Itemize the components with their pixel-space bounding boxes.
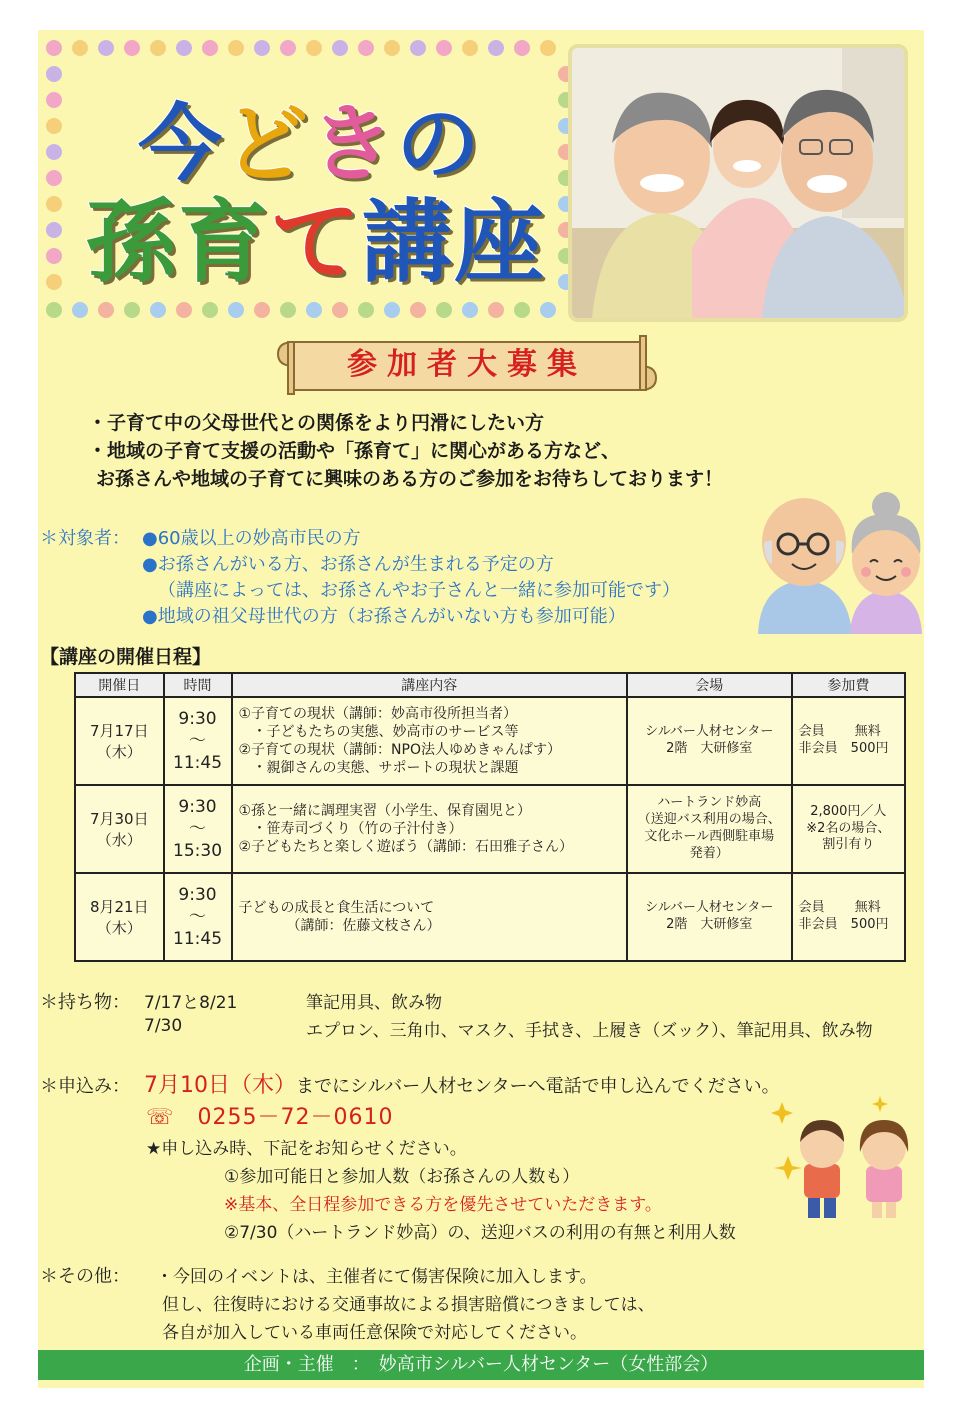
row-venue (627, 785, 792, 873)
fee-line: 非会員 500円 (798, 741, 889, 756)
row-date (75, 873, 164, 961)
lead-line-1: ・子育て中の父母世代との関係をより円滑にしたい方 (88, 412, 545, 434)
weekday-text: （水） (96, 831, 142, 849)
time-range-mark: ～ (189, 730, 207, 751)
header-date: 開催日 (75, 673, 164, 697)
row-content (232, 785, 627, 873)
other-line-3: 各自が加入している車両任意保険で対応してください。 (162, 1323, 587, 1343)
row-date (75, 785, 164, 873)
frame-dot (46, 144, 62, 160)
frame-dot (202, 40, 218, 56)
end-time: 11:45 (173, 753, 223, 774)
frame-dot (124, 40, 140, 56)
content-line: ・子どもたちの実態、妙高市のサービス等 (252, 723, 519, 740)
frame-dot (306, 302, 322, 318)
frame-dot (254, 40, 270, 56)
row-content (232, 873, 627, 961)
frame-dot (436, 40, 452, 56)
title-char: 座 (454, 190, 546, 295)
title-char: 今 (138, 95, 225, 193)
belongings-text-2: エプロン、三角巾、マスク、手拭き、上履き（ズック）、筆記用具、飲み物 (306, 1021, 873, 1041)
venue-line: 発着） (689, 845, 729, 861)
venue-line: 文化ホール西側駐車場 (644, 829, 775, 844)
row-time (164, 873, 232, 961)
frame-dot (514, 40, 530, 56)
frame-dot (150, 302, 166, 318)
belongings-text-1: 筆記用具、飲み物 (306, 993, 442, 1013)
frame-dot (124, 302, 140, 318)
frame-dot (202, 302, 218, 318)
belongings-date-1: 7/17と8/21 (144, 993, 238, 1013)
row-time (164, 785, 232, 873)
frame-dot (332, 302, 348, 318)
title-line-2 (86, 190, 546, 295)
frame-dot (46, 196, 62, 212)
recruitment-banner (274, 334, 660, 396)
header-venue: 会場 (627, 673, 792, 697)
belongings-date-2: 7/30 (144, 1016, 183, 1036)
frame-dot (46, 274, 62, 290)
venue-line: 2階 大研修室 (666, 917, 753, 932)
content-line: 子どもの成長と食生活について (238, 899, 435, 916)
table-row (75, 873, 905, 961)
belongings-label: ＊持ち物： (40, 992, 130, 1013)
other-label: ＊その他： (40, 1266, 130, 1287)
row-content (232, 697, 627, 785)
frame-dot (332, 40, 348, 56)
start-time: 9:30 (178, 884, 217, 905)
frame-dot (72, 40, 88, 56)
weekday-text: （木） (96, 743, 142, 761)
header-time: 時間 (164, 673, 232, 697)
apply-item-2: ②7/30（ハートランド妙高）の、送迎バスの利用の有無と利用人数 (224, 1223, 736, 1243)
start-time: 9:30 (178, 708, 217, 729)
frame-dot (384, 302, 400, 318)
frame-dot (462, 302, 478, 318)
content-line: ①子育ての現状（講師：妙高市役所担当者） (238, 705, 518, 722)
title-char: ど (224, 95, 311, 193)
time-range-mark: ～ (189, 818, 207, 839)
apply-notice: ★申し込み時、下記をお知らせください。 (146, 1139, 467, 1159)
apply-deadline (144, 1068, 780, 1099)
fee-line: 会員 無料 (798, 724, 881, 740)
content-line: ・親御さんの実態、サポートの現状と課題 (252, 760, 519, 777)
schedule-table (74, 672, 906, 962)
flyer (38, 30, 924, 1388)
end-time: 11:45 (173, 929, 223, 950)
frame-dot (436, 302, 452, 318)
date-text: 7月17日 (89, 722, 149, 740)
fee-line: 割引有り (822, 837, 875, 853)
frame-dot (280, 302, 296, 318)
fee-line: 会員 無料 (798, 900, 881, 916)
apply-item-1: ①参加可能日と参加人数（お孫さんの人数も） (224, 1167, 580, 1187)
lead-line-2: ・地域の子育て支援の活動や「孫育て」に関心がある方など、 (88, 440, 621, 462)
row-fee (792, 785, 905, 873)
frame-dot (98, 40, 114, 56)
frame-dot (228, 40, 244, 56)
frame-dot (46, 66, 62, 82)
content-line: ①孫と一緒に調理実習（小学生、保育園児と） (238, 802, 532, 819)
other-line-1: ・今回のイベントは、主催者にて傷害保険に加入します。 (156, 1267, 597, 1287)
title-char: 育 (178, 190, 270, 295)
frame-dot (98, 302, 114, 318)
phone-number: ☏ 0255－72－0610 (146, 1105, 394, 1130)
target-item-1: ●60歳以上の妙高市民の方 (142, 528, 361, 549)
frame-dot (46, 40, 62, 56)
elderly-couple-icon (748, 484, 924, 634)
deadline-date: 7月10日（木） (144, 1073, 296, 1098)
title-char: 講 (362, 190, 454, 295)
header-fee: 参加費 (792, 673, 905, 697)
frame-dot (514, 302, 530, 318)
date-text: 7月30日 (89, 810, 149, 828)
header-content: 講座内容 (232, 673, 627, 697)
frame-dot (176, 302, 192, 318)
content-line: ・笹寿司づくり（竹の子汁付き） (252, 820, 463, 837)
row-date (75, 697, 164, 785)
venue-line: （送迎バス利用の場合、 (637, 812, 781, 828)
target-item-2: ●お孫さんがいる方、お孫さんが生まれる予定の方 (142, 554, 554, 575)
target-item-4: ●地域の祖父母世代の方（お孫さんがいない方も参加可能） (142, 606, 626, 627)
frame-dot (280, 40, 296, 56)
content-line: （講師：佐藤文枝さん） (286, 918, 441, 934)
frame-dot (46, 222, 62, 238)
schedule-header-row (75, 673, 905, 697)
table-row (75, 697, 905, 785)
target-label: ＊対象者： (40, 528, 130, 549)
venue-line: シルバー人材センター (645, 900, 774, 916)
title-line-1 (138, 95, 483, 193)
frame-dot (410, 302, 426, 318)
row-venue (627, 697, 792, 785)
schedule-title: 【講座の開催日程】 (40, 646, 212, 668)
venue-line: シルバー人材センター (645, 724, 774, 740)
organizer-footer: 企画・主催 ： 妙高市シルバー人材センター（女性部会） (38, 1350, 924, 1380)
other-line-2: 但し、往復時における交通事故による損害賠償につきましては、 (162, 1295, 655, 1315)
frame-dot (228, 302, 244, 318)
content-line: ②子どもたちと楽しく遊ぼう（講師：石田雅子さん） (238, 839, 574, 856)
deadline-instruction: までにシルバー人材センターへ電話で申し込んでください。 (296, 1076, 780, 1097)
frame-dot (46, 92, 62, 108)
banner-text: 参加者大募集 (347, 347, 587, 382)
venue-line: 2階 大研修室 (666, 741, 753, 756)
frame-dot (306, 40, 322, 56)
frame-dot (540, 40, 556, 56)
row-venue (627, 873, 792, 961)
frame-dot (358, 302, 374, 318)
frame-dot (46, 118, 62, 134)
fee-line: ※2名の場合、 (806, 820, 891, 836)
frame-dot (46, 248, 62, 264)
row-fee (792, 873, 905, 961)
frame-dot (540, 302, 556, 318)
content-line: ②子育ての現状（講師：NPO法人ゆめきゃんぱす） (238, 742, 561, 758)
family-photo (568, 44, 908, 322)
frame-dot (46, 302, 62, 318)
frame-dot (150, 40, 166, 56)
start-time: 9:30 (178, 796, 217, 817)
frame-dot (358, 40, 374, 56)
frame-dot (410, 40, 426, 56)
fee-line: 2,800円／人 (810, 803, 887, 819)
frame-dot (254, 302, 270, 318)
apply-label: ＊申込み： (40, 1076, 130, 1097)
title-char: 孫 (86, 190, 178, 295)
table-row (75, 785, 905, 873)
frame-dot (488, 40, 504, 56)
end-time: 15:30 (173, 841, 223, 862)
weekday-text: （木） (96, 919, 142, 937)
children-icon (768, 1096, 924, 1222)
frame-dot (462, 40, 478, 56)
lead-line-3: お孫さんや地域の子育てに興味のある方のご参加をお待ちしております！ (96, 468, 724, 490)
target-item-3: （講座によっては、お孫さんやお子さんと一緒に参加可能です） (158, 580, 680, 601)
date-text: 8月21日 (89, 898, 149, 916)
frame-dot (72, 302, 88, 318)
fee-line: 非会員 500円 (798, 917, 889, 932)
title-char: の (396, 95, 483, 193)
title-char: き (310, 95, 397, 193)
row-time (164, 697, 232, 785)
title-char: て (270, 190, 362, 295)
frame-dot (488, 302, 504, 318)
time-range-mark: ～ (189, 906, 207, 927)
venue-line: ハートランド妙高 (657, 795, 762, 811)
apply-note: ※基本、全日程参加できる方を優先させていただきます。 (224, 1195, 662, 1215)
frame-dot (46, 170, 62, 186)
frame-dot (176, 40, 192, 56)
row-fee (792, 697, 905, 785)
grandparents-with-child-image (572, 48, 904, 318)
frame-dot (384, 40, 400, 56)
